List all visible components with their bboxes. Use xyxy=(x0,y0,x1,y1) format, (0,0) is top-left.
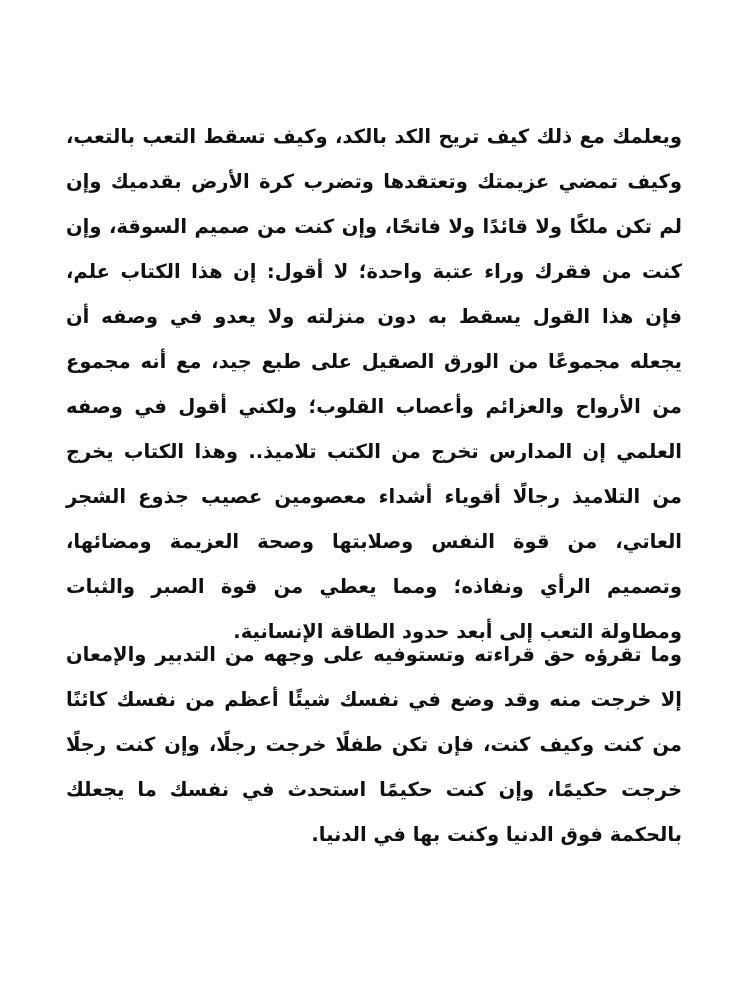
paragraph-1 xyxy=(66,114,682,654)
paragraph-2 xyxy=(66,632,682,857)
paragraph-1-text: ويعلمك مع ذلك كيف تريح الكد بالكد، وكيف تسقط التعب بالتعب، وكيف تمضي عزيمتك وتعتقدها وتضرب كرة الأرض بقدميك وإن لم تكن ملكًا ولا قائدًا ولا فاتحًا، وإن كنت من صميم السوقة، وإن كنت من فقرك وراء عتبة واحدة؛ لا أقول: إن هذا الكتاب علم، فإن هذا القول يسقط به دون منزلته ولا يعدو في وصفه أن يجعله مجموعًا من الورق الصقيل على طبع جيد، مع أنه مجموع من الأرواح والعزائم وأعصاب القلوب؛ ولكني أقول في وصفه العلمي إن المدارس تخرج من الكتب تلاميذ.. وهذا الكتاب يخرج من التلاميذ رجالًا أقوياء أشداء معصومين عصيب جذوع الشجر العاتي، من قوة النفس وصلابتها وصحة العزيمة ومضائها، وتصميم الرأي ونفاذه؛ ومما يعطي من قوة الصبر والثبات ومطاولة التعب إلى أبعد حدود الطاقة الإنسانية. xyxy=(66,125,682,643)
paragraph-2-text: وما تقرؤه حق قراءته وتستوفيه على وجهه من التدبير والإمعان إلا خرجت منه وقد وضع في نفسك شيئًا أعظم من نفسك كائنًا من كنت وكيف كنت، فإن تكن طفلًا خرجت رجلًا، وإن كنت رجلًا خرجت حكيمًا، وإن كنت حكيمًا استحدث في نفسك ما يجعلك بالحكمة فوق الدنيا وكنت بها في الدنيا. xyxy=(66,643,682,846)
